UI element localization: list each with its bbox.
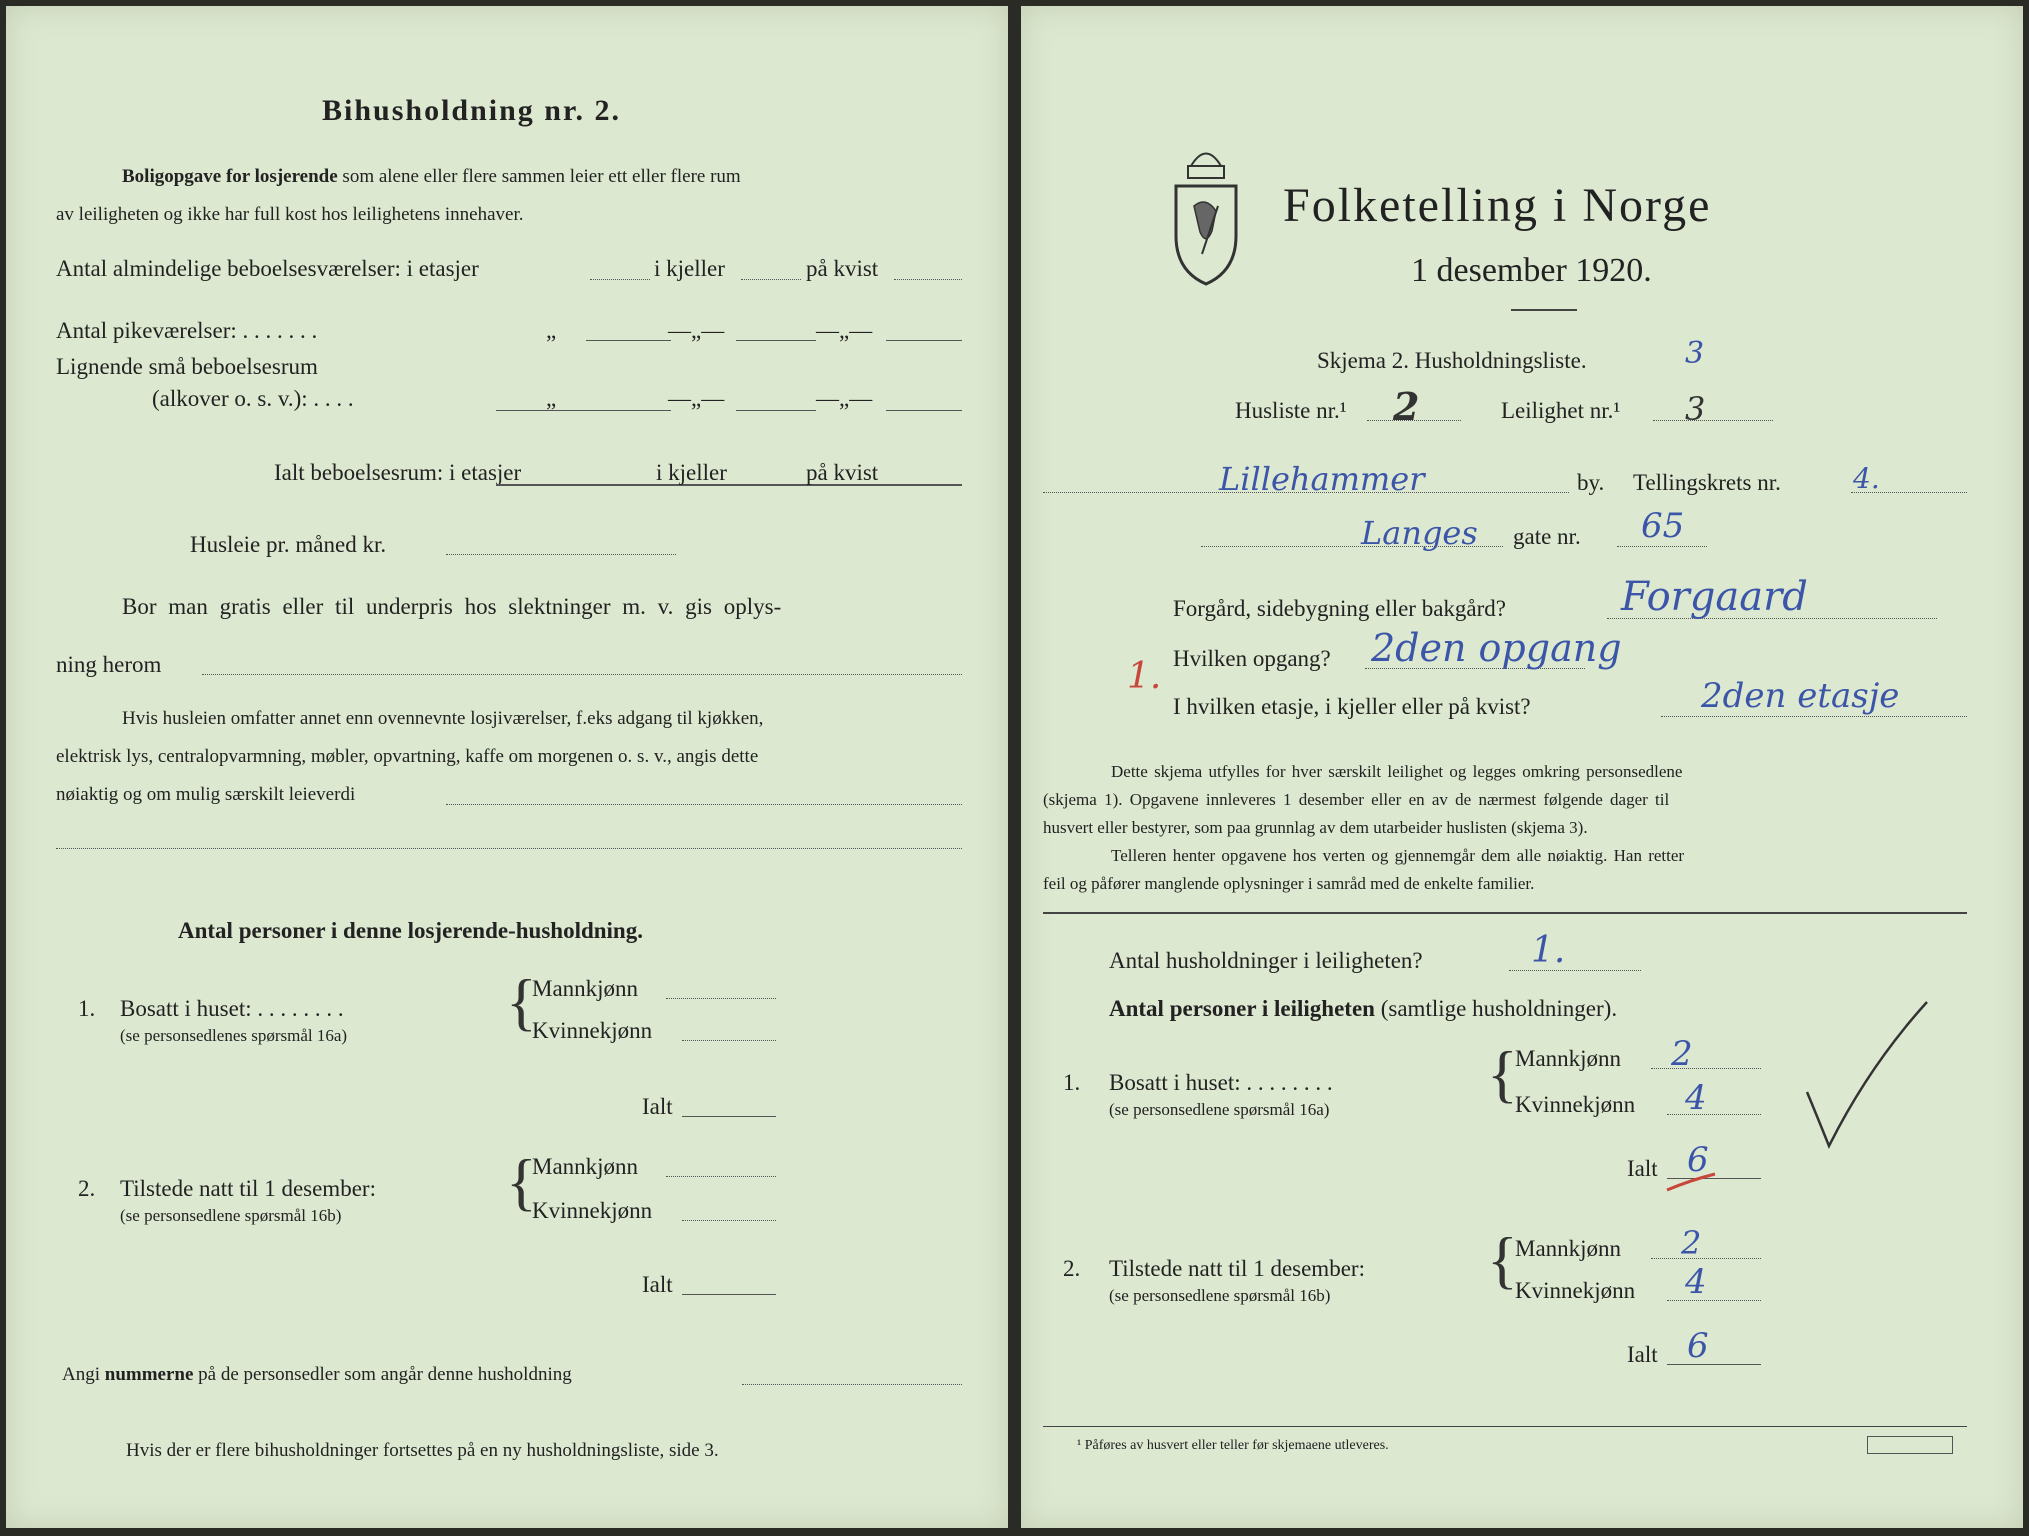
right-q1-mann-label: Mannkjønn (1515, 1046, 1622, 1071)
right-q2-kvinne-label: Kvinnekjønn (1515, 1278, 1636, 1303)
info-line-3: husvert eller bestyrer, som paa grunnlag av dem utarbeider huslisten (skjema 3). (1043, 818, 1588, 837)
left-q1-kvinne-label: Kvinnekjønn (532, 1018, 653, 1043)
angi-line (62, 1364, 572, 1386)
right-q1-ialt-value: 6 (1687, 1140, 1709, 1180)
bor-line-1: Bor man gratis eller til underpris hos slektninger m. v. gis oplys- (122, 594, 782, 619)
pike-etasjer-field[interactable] (586, 340, 671, 341)
left-footer: Hvis der er flere bihusholdninger fortsettes på en ny husholdningsliste, side 3. (126, 1440, 719, 1461)
husleie-field[interactable] (446, 554, 676, 555)
left-persons-title: Antal personer i denne losjerende-husholdning. (178, 918, 643, 943)
by-label: by. (1577, 470, 1605, 495)
intro-rest: som alene eller flere sammen leier ett eller flere rum (342, 166, 741, 187)
hvis-line-2: elektrisk lys, centralopvarmning, møbler, opvartning, kaffe om morgenen o. s. v., angis dette (56, 746, 759, 767)
skjema-value: 3 (1685, 336, 1705, 371)
opgang-mark: 1. (1127, 656, 1162, 697)
hvis-field[interactable] (446, 804, 962, 805)
husliste-label: Husliste nr.¹ (1235, 398, 1347, 423)
hush-field[interactable] (1509, 970, 1641, 971)
gate-nr-value: 65 (1641, 506, 1685, 546)
right-q2-mann-value: 2 (1681, 1224, 1702, 1262)
right-q2-mann-label: Mannkjønn (1515, 1236, 1622, 1261)
info-rule (1043, 912, 1967, 914)
hush-value: 1. (1531, 930, 1566, 971)
left-q1-mann-label: Mannkjønn (532, 976, 639, 1001)
lignende-kjeller-field[interactable] (736, 410, 816, 411)
right-persons-bold: Antal personer i leiligheten (1109, 996, 1375, 1021)
right-q2-label: Tilstede natt til 1 desember: (1109, 1256, 1365, 1281)
by-value: Lillehammer (1219, 460, 1425, 498)
left-q2-num: 2. (78, 1176, 96, 1201)
pike-kjeller-field[interactable] (736, 340, 816, 341)
left-q2-ialt-label: Ialt (642, 1272, 673, 1297)
hvis-line-3: nøiaktig og om mulig særskilt leieverdi (56, 784, 356, 805)
pike-kvist-field[interactable] (886, 340, 962, 341)
left-q1-ialt-label: Ialt (642, 1094, 673, 1119)
right-q2-brace: { (1487, 1224, 1518, 1295)
gate-nr-field[interactable] (1617, 546, 1707, 547)
right-q2-sub: (se personsedlene spørsmål 16b) (1109, 1286, 1331, 1305)
rooms-kjeller-field[interactable] (741, 279, 801, 280)
left-q1-mann-field[interactable] (666, 998, 776, 999)
husleie-label: Husleie pr. måned kr. (190, 532, 387, 557)
left-q1-num: 1. (78, 996, 96, 1021)
bor-field[interactable] (202, 674, 962, 675)
intro-line-1 (122, 166, 741, 188)
left-q2-kvinne-field[interactable] (682, 1220, 776, 1221)
pike-dash-1: —„— (668, 318, 725, 343)
etasje-label: I hvilken etasje, i kjeller eller på kvist? (1173, 694, 1531, 719)
pike-label: Antal pikeværelser: . . . . . . . (56, 318, 318, 343)
right-q1-kvinne-label: Kvinnekjønn (1515, 1092, 1636, 1117)
hvis-field-2[interactable] (56, 848, 962, 849)
ialt-kvist-label: på kvist (806, 460, 879, 485)
leilighet-label: Leilighet nr.¹ (1501, 398, 1621, 423)
pike-dash-2: —„— (816, 318, 873, 343)
right-q1-brace: { (1487, 1038, 1518, 1109)
right-persons-rest: (samtlige husholdninger). (1380, 996, 1618, 1021)
left-q2-mann-field[interactable] (666, 1176, 776, 1177)
left-q2-label: Tilstede natt til 1 desember: (120, 1176, 376, 1201)
info-line-2: (skjema 1). Opgavene innleveres 1 desember eller en av de nærmest følgende dager til (1043, 790, 1670, 809)
rooms-etasjer-field[interactable] (590, 279, 650, 280)
right-q1-kvinne-value: 4 (1685, 1078, 1707, 1118)
left-q1-ialt-field[interactable] (682, 1116, 776, 1117)
right-q2-ialt-value: 6 (1687, 1326, 1709, 1366)
left-q2-mann-label: Mannkjønn (532, 1154, 639, 1179)
left-q1-brace: { (506, 966, 537, 1037)
ialt-kjeller-label: i kjeller (656, 460, 727, 485)
bor-line-2: ning herom (56, 652, 162, 677)
right-title: Folketelling i Norge (1283, 179, 1712, 232)
angi-bold: nummerne (104, 1364, 194, 1385)
husliste-value: 2 (1393, 384, 1420, 429)
hush-label: Antal husholdninger i leiligheten? (1109, 948, 1423, 973)
krets-value: 4. (1853, 462, 1880, 495)
left-q2-brace: { (506, 1146, 537, 1217)
checkmark-icon (1799, 996, 1939, 1156)
pike-ditto: „ (546, 318, 557, 343)
rooms-label: Antal almindelige beboelsesværelser: i etasjer (56, 256, 479, 281)
ialt-rooms-label: Ialt beboelsesrum: i etasjer (274, 460, 522, 485)
angi-pre: Angi (62, 1364, 100, 1385)
left-q2-sub: (se personsedlene spørsmål 16b) (120, 1206, 342, 1225)
angi-field[interactable] (742, 1384, 962, 1385)
coat-of-arms-icon (1166, 136, 1246, 286)
lignende-dash-2: —„— (816, 386, 873, 411)
left-q1-label: Bosatt i huset: . . . . . . . . (120, 996, 344, 1021)
left-q1-sub: (se personsedlenes spørsmål 16a) (120, 1026, 348, 1045)
info-line-1: Dette skjema utfylles for hver særskilt leilighet og legges omkring personsedlene (1111, 762, 1683, 781)
etasje-field[interactable] (1661, 716, 1967, 717)
lignende-etasjer-field[interactable] (496, 410, 671, 411)
right-q2-ialt-field[interactable] (1667, 1364, 1761, 1365)
title-rule (1511, 309, 1577, 311)
lignende-ditto: „ (546, 386, 557, 411)
leilighet-field[interactable] (1653, 420, 1773, 421)
right-q1-label: Bosatt i huset: . . . . . . . . (1109, 1070, 1333, 1095)
opgang-value: 2den opgang (1371, 626, 1622, 670)
right-q1-kvinne-field[interactable] (1667, 1114, 1761, 1115)
right-q2-ialt-label: Ialt (1627, 1342, 1658, 1367)
ialt-rooms-underline (496, 484, 962, 486)
right-q1-mann-value: 2 (1671, 1034, 1693, 1074)
info-line-4: Telleren henter opgavene hos verten og gjennemgår dem alle nøiaktig. Han retter (1111, 846, 1685, 865)
right-q1-num: 1. (1063, 1070, 1081, 1095)
skjema-label: Skjema 2. Husholdningsliste. (1317, 348, 1587, 373)
left-title: Bihusholdning nr. 2. (322, 94, 622, 127)
leilighet-value: 3 (1685, 390, 1706, 428)
footnote: ¹ Påføres av husvert eller teller før skjemaene utleveres. (1077, 1438, 1389, 1453)
angi-rest: på de personsedler som angår denne husholdning (198, 1364, 572, 1385)
rooms-kvist-label: på kvist (806, 256, 879, 281)
krets-label: Tellingskrets nr. (1633, 470, 1781, 495)
correction-stroke-icon (1661, 1168, 1721, 1198)
info-line-5: feil og påfører manglende oplysninger i samråd med de enkelte familier. (1043, 874, 1535, 893)
right-q2-num: 2. (1063, 1256, 1081, 1281)
left-q2-kvinne-label: Kvinnekjønn (532, 1198, 653, 1223)
hvis-line-1: Hvis husleien omfatter annet enn ovennevnte losjiværelser, f.eks adgang til kjøkken, (122, 708, 764, 729)
right-q2-mann-field[interactable] (1651, 1258, 1761, 1259)
right-q2-kvinne-field[interactable] (1667, 1300, 1761, 1301)
intro-line-2: av leiligheten og ikke har full kost hos leilighetens innehaver. (56, 204, 524, 225)
right-q1-mann-field[interactable] (1651, 1068, 1761, 1069)
right-q1-ialt-label: Ialt (1627, 1156, 1658, 1181)
lignende-dash-1: —„— (668, 386, 725, 411)
right-q2-kvinne-value: 4 (1685, 1262, 1707, 1302)
intro-bold: Boligopgave for losjerende (122, 166, 338, 187)
left-page (6, 6, 1008, 1528)
lignende-label-1: Lignende små beboelsesrum (56, 354, 318, 379)
lignende-label-2: (alkover o. s. v.): . . . . (152, 386, 354, 411)
rooms-kjeller-label: i kjeller (654, 256, 725, 281)
forgard-label: Forgård, sidebygning eller bakgård? (1173, 596, 1506, 621)
rooms-kvist-field[interactable] (894, 279, 962, 280)
forgard-value: Forgaard (1621, 574, 1808, 620)
gate-value: Langes (1361, 514, 1478, 552)
gate-label: gate nr. (1513, 524, 1581, 549)
right-date: 1 desember 1920. (1411, 252, 1652, 289)
opgang-label: Hvilken opgang? (1173, 646, 1331, 671)
footnote-rule (1043, 1426, 1967, 1427)
left-q2-ialt-field[interactable] (682, 1294, 776, 1295)
lignende-kvist-field[interactable] (886, 410, 962, 411)
left-q1-kvinne-field[interactable] (682, 1040, 776, 1041)
right-persons-title (1109, 996, 1617, 1022)
printer-stamp (1867, 1436, 1953, 1454)
etasje-value: 2den etasje (1701, 676, 1900, 716)
right-page (1021, 6, 2023, 1528)
right-q1-sub: (se personsedlene spørsmål 16a) (1109, 1100, 1330, 1119)
